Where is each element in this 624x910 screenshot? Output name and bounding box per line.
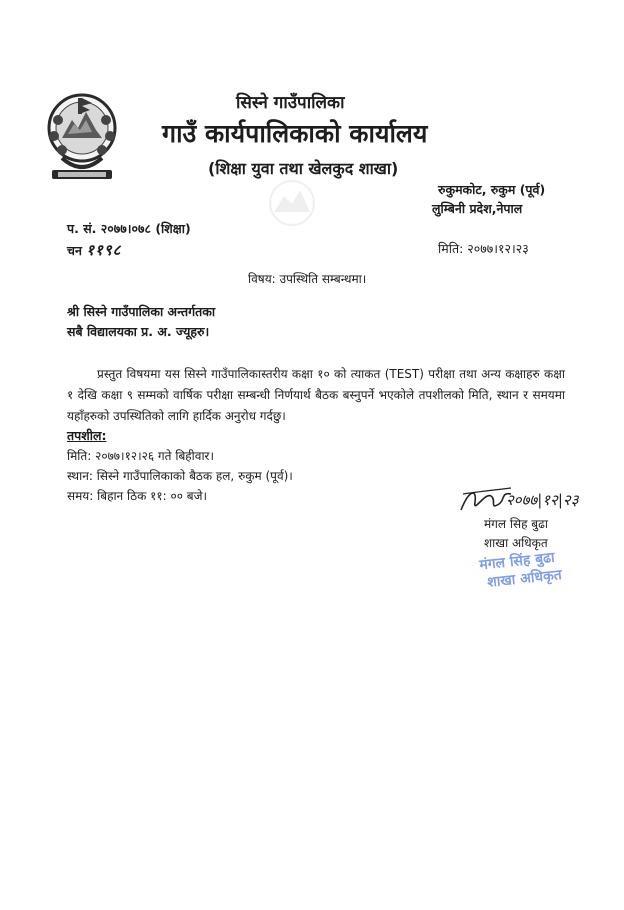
details-place: स्थान: सिस्ने गाउँपालिकाको बैठक हल, रुकुम (पूर्व)। [67,469,293,483]
details-heading: तपशील: [67,428,107,443]
office-title: गाउँ कार्यपालिकाको कार्यालय [162,119,428,148]
signature-date: २०७७|१२|२३ [506,491,579,509]
signatory-name: मंगल सिह बुढा [484,517,549,531]
dispatch-number [67,240,121,260]
reference-number: प. सं. २०७७।०७८ (शिक्षा) [67,221,191,236]
stamp-name: मंगल सिंह बुढा [478,549,556,574]
dispatch-label: चन [67,243,82,258]
subject-line: विषय: उपस्थिति सम्बन्धमा। [248,272,367,286]
dispatch-value: ११९८ [86,241,122,259]
stamp-title: शाखा अधिकृत [486,567,563,591]
watermark-icon [262,178,322,228]
letter-date: मिति: २०७७।१२।२३ [438,241,529,256]
government-emblem-icon [44,90,120,190]
municipality-name: सिस्ने गाउँपालिका [236,93,345,113]
address-line-2: लुम्बिनी प्रदेश,नेपाल [432,201,523,216]
signatory-title: शाखा अधिकृत [484,536,548,550]
recipient-line-1: श्री सिस्ने गाउँपालिका अन्तर्गतका [67,304,216,319]
recipient-line-2: सबै विद्यालयका प्र. अ. ज्यूहरु। [67,324,210,339]
branch-name: (शिक्षा युवा तथा खेलकुद शाखा) [208,159,399,178]
details-time: समय: बिहान ठिक ११: ०० बजे। [67,489,208,503]
address-line-1: रुकुमकोट, रुकुम (पूर्व) [438,182,546,197]
details-date: मिति: २०७७।१२।२६ गते बिहीवार। [67,449,215,463]
body-paragraph: प्रस्तुत विषयमा यस सिस्ने गाउँपालिकास्तरीय कक्षा १० को त्याकत (TEST) परीक्षा तथा अन्य कक्षाहरु कक्षा १ देखि कक्षा ९ सम्मको वार्षिक परीक्षा सम्बन्धी निर्णयार्थ बैठक बस्नुपर्ने भएकोले तपशीलको मिति, स्थान र समयमा यहाँहरुको उपस्थितिको लागि हार्दिक अनुरोध गर्दछु। [67,367,565,423]
